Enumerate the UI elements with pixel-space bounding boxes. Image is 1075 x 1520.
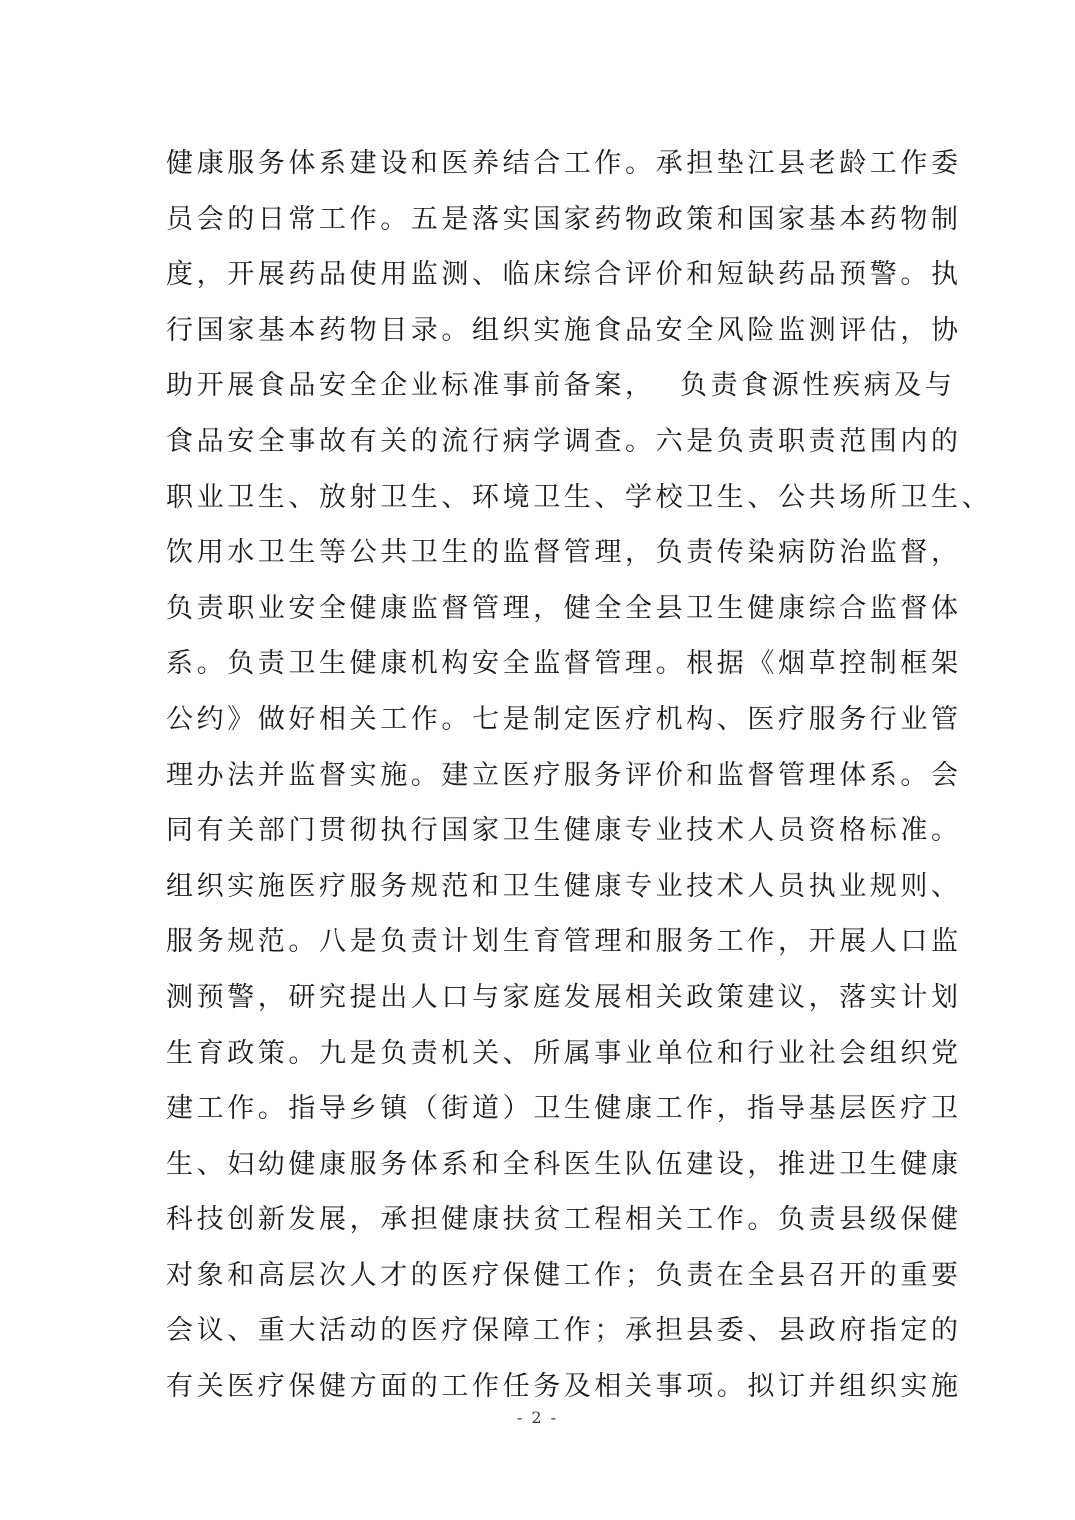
text-line: 同有关部门贯彻执行国家卫生健康专业技术人员资格标准。 xyxy=(166,815,962,847)
text-line: 对象和高层次人才的医疗保健工作；负责在全县召开的重要 xyxy=(166,1259,962,1291)
text-line: 负责职业安全健康监督管理，健全全县卫生健康综合监督体 xyxy=(166,592,962,624)
text-line: 职业卫生、放射卫生、环境卫生、学校卫生、公共场所卫生、 xyxy=(166,481,993,513)
text-line: 理办法并监督实施。建立医疗服务评价和监督管理体系。会 xyxy=(166,759,962,791)
text-line: 建工作。指导乡镇（街道）卫生健康工作，指导基层医疗卫 xyxy=(166,1093,962,1125)
text-line: 测预警，研究提出人口与家庭发展相关政策建议，落实计划 xyxy=(166,981,962,1013)
text-line: 会议、重大活动的医疗保障工作；承担县委、县政府指定的 xyxy=(166,1315,962,1347)
text-line: 系。负责卫生健康机构安全监督管理。根据《烟草控制框架 xyxy=(166,648,962,680)
text-line: 组织实施医疗服务规范和卫生健康专业技术人员执业规则、 xyxy=(166,870,962,902)
text-line: 生育政策。九是负责机关、所属事业单位和行业社会组织党 xyxy=(166,1037,962,1069)
page-number: - 2 - xyxy=(516,1408,559,1427)
text-line: 助开展食品安全企业标准事前备案， 负责食源性疾病及与 xyxy=(166,370,956,402)
text-line: 食品安全事故有关的流行病学调查。六是负责职责范围内的 xyxy=(166,425,962,457)
text-line: 度，开展药品使用监测、临床综合评价和短缺药品预警。执 xyxy=(166,259,962,291)
text-line: 行国家基本药物目录。组织实施食品安全风险监测评估，协 xyxy=(166,314,962,346)
text-line: 员会的日常工作。五是落实国家药物政策和国家基本药物制 xyxy=(166,203,962,235)
text-line: 生、妇幼健康服务体系和全科医生队伍建设，推进卫生健康 xyxy=(166,1148,962,1180)
text-line: 科技创新发展，承担健康扶贫工程相关工作。负责县级保健 xyxy=(166,1204,962,1236)
text-line: 饮用水卫生等公共卫生的监督管理，负责传染病防治监督， xyxy=(166,537,962,569)
text-line: 健康服务体系建设和医养结合工作。承担垫江县老龄工作委 xyxy=(166,148,962,179)
text-line: 有关医疗保健方面的工作任务及相关事项。拟订并组织实施 xyxy=(166,1371,962,1403)
text-line: 公约》做好相关工作。七是制定医疗机构、医疗服务行业管 xyxy=(166,703,962,735)
text-line: 服务规范。八是负责计划生育管理和服务工作，开展人口监 xyxy=(166,926,962,958)
body-text xyxy=(166,136,993,1415)
